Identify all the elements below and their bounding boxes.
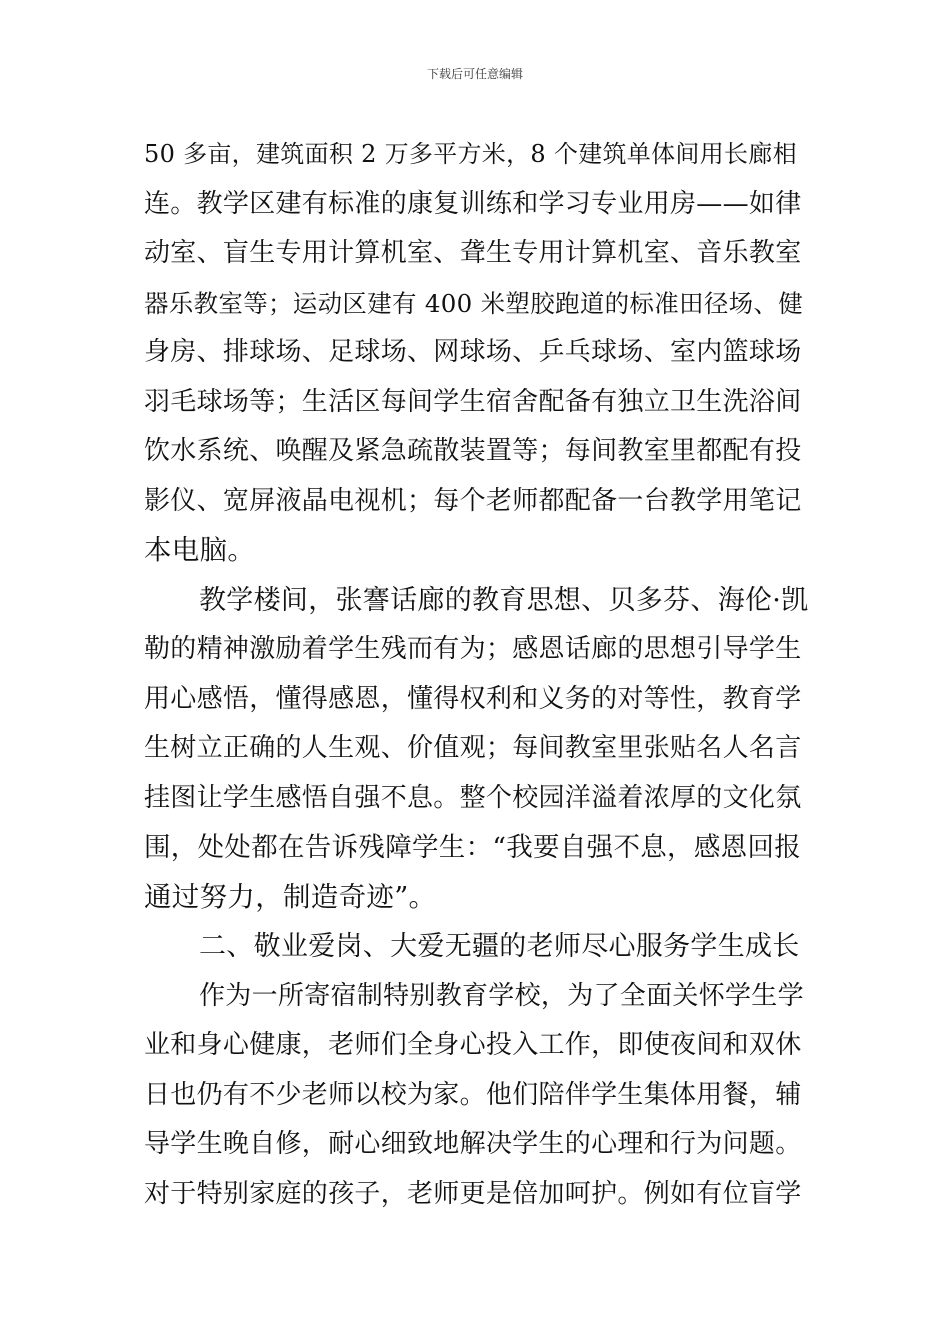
text-line: 二、敬业爱岗、大爱无疆的老师尽心服务学生成长 — [199, 931, 800, 962]
body-text — [144, 130, 808, 1219]
text-line: 作为一所寄宿制特别教育学校，为了全面关怀学生学 — [199, 980, 804, 1011]
text-line: 连。教学区建有标准的康复训练和学习专业用房——如律 — [144, 188, 802, 219]
text-line: 业和身心健康，老师们全身心投入工作，即使夜间和双休 — [144, 1030, 802, 1060]
page-header: 下载后可任意编辑 — [426, 67, 523, 81]
text-line: 挂图让学生感悟自强不息。整个校园洋溢着浓厚的文化氛 — [144, 782, 802, 813]
text-line: 日也仍有不少老师以校为家。他们陪伴学生集体用餐，辅 — [144, 1079, 802, 1110]
text-line: 围，处处都在告诉残障学生：“我要自强不息，感恩回报 — [144, 832, 802, 863]
text-line: 50 多亩，建筑面积 2 万多平方米，8 个建筑单体间用长廊相 — [144, 140, 797, 168]
text-line: 对于特别家庭的孩子，老师更是倍加呵护。例如有位盲学 — [144, 1178, 802, 1209]
text-line: 羽毛球场等；生活区每间学生宿舍配备有独立卫生洗浴间 — [144, 386, 802, 417]
text-line: 器乐教室等；运动区建有 400 米塑胶跑道的标准田径场、健 — [144, 288, 804, 318]
text-line: 导学生晚自修，耐心细致地解决学生的心理和行为问题。 — [144, 1129, 802, 1159]
text-line: 身房、排球场、足球场、网球场、乒乓球场、室内篮球场 — [144, 337, 802, 367]
text-line: 动室、盲生专用计算机室、聋生专用计算机室、音乐教室 — [144, 238, 802, 268]
text-line: 饮水系统、唤醒及紧急疏散装置等；每间教室里都配有投 — [144, 436, 802, 466]
text-line: 用心感悟，懂得感恩，懂得权利和义务的对等性，教育学 — [144, 683, 802, 714]
text-line: 本电脑。 — [144, 534, 256, 566]
text-line: 教学楼间，张謇话廊的教育思想、贝多芬、海伦·凯 — [199, 584, 809, 616]
text-line: 影仪、宽屏液晶电视机；每个老师都配备一台教学用笔记 — [144, 485, 802, 516]
text-line: 勒的精神激励着学生残而有为；感恩话廊的思想引导学生 — [144, 634, 802, 664]
text-line: 通过努力，制造奇迹”。 — [144, 880, 437, 913]
text-line: 生树立正确的人生观、价值观；每间教室里张贴名人名言 — [144, 733, 802, 763]
